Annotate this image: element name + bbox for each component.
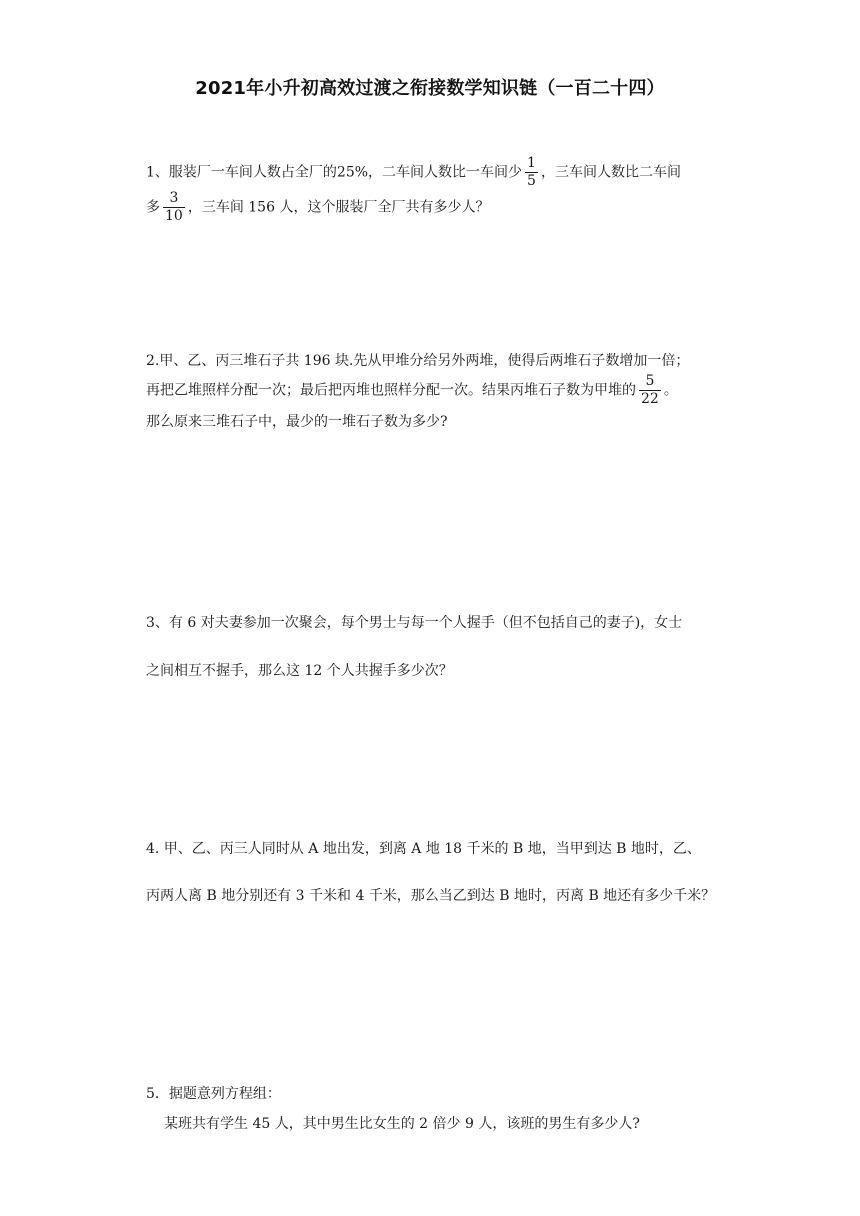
question-2-line-1: 2.甲、乙、丙三堆石子共 196 块.先从甲堆分给另外两堆，使得后两堆石子数增加一倍； <box>146 353 690 369</box>
question-1-line-2 <box>146 190 489 225</box>
fraction-five-twentyseconds <box>639 373 661 408</box>
question-1-text-b: ，三车间人数比二车间 <box>540 164 681 181</box>
page-title: 2021年小升初高效过渡之衔接数学知识链（一百二十四） <box>195 78 665 99</box>
question-3-line-2: 之间相互不握手，那么这 12 个人共握手多少次？ <box>146 663 453 679</box>
question-4-line-1: 4. 甲、乙、丙三人同时从 A 地出发，到离 A 地 18 千米的 B 地，当甲到达 B 地时，乙、 <box>146 841 701 857</box>
fraction-numerator: 5 <box>639 373 661 391</box>
fraction-denominator: 10 <box>165 208 183 224</box>
question-1-text-a: 1、服装厂一车间人数占全厂的25%，二车间人数比一车间少 <box>146 164 523 181</box>
fraction-denominator: 5 <box>527 173 536 189</box>
question-5-line-1: 5．据题意列方程组： <box>146 1086 281 1102</box>
question-2-line-3: 那么原来三堆石子中，最少的一堆石子数为多少? <box>146 414 448 430</box>
fraction-three-tenths <box>163 190 185 225</box>
question-3-line-1: 3、有 6 对夫妻参加一次聚会，每个男士与每一个人握手（但不包括自己的妻子)，女士 <box>146 615 683 631</box>
question-2-line-2 <box>146 373 678 408</box>
question-1-text-c: 多 <box>146 199 160 216</box>
question-1-text-d: ，三车间 156 人，这个服装厂全厂共有多少人？ <box>187 199 490 216</box>
question-5-line-2: 某班共有学生 45 人，其中男生比女生的 2 倍少 9 人，该班的男生有多少人? <box>164 1116 640 1132</box>
question-2-text-a: 再把乙堆照样分配一次；最后把丙堆也照样分配一次。结果丙堆石子数为甲堆的 <box>146 382 636 399</box>
fraction-denominator: 22 <box>641 391 659 407</box>
fraction-numerator: 3 <box>163 190 185 208</box>
question-1-line-1 <box>146 155 681 190</box>
question-4-line-2: 丙两人离 B 地分别还有 3 千米和 4 千米，那么当乙到达 B 地时，丙离 B 地还有多少千米？ <box>146 888 716 904</box>
question-2-text-b: 。 <box>663 382 678 399</box>
fraction-numerator: 1 <box>527 155 536 171</box>
fraction-one-fifth <box>525 155 538 190</box>
